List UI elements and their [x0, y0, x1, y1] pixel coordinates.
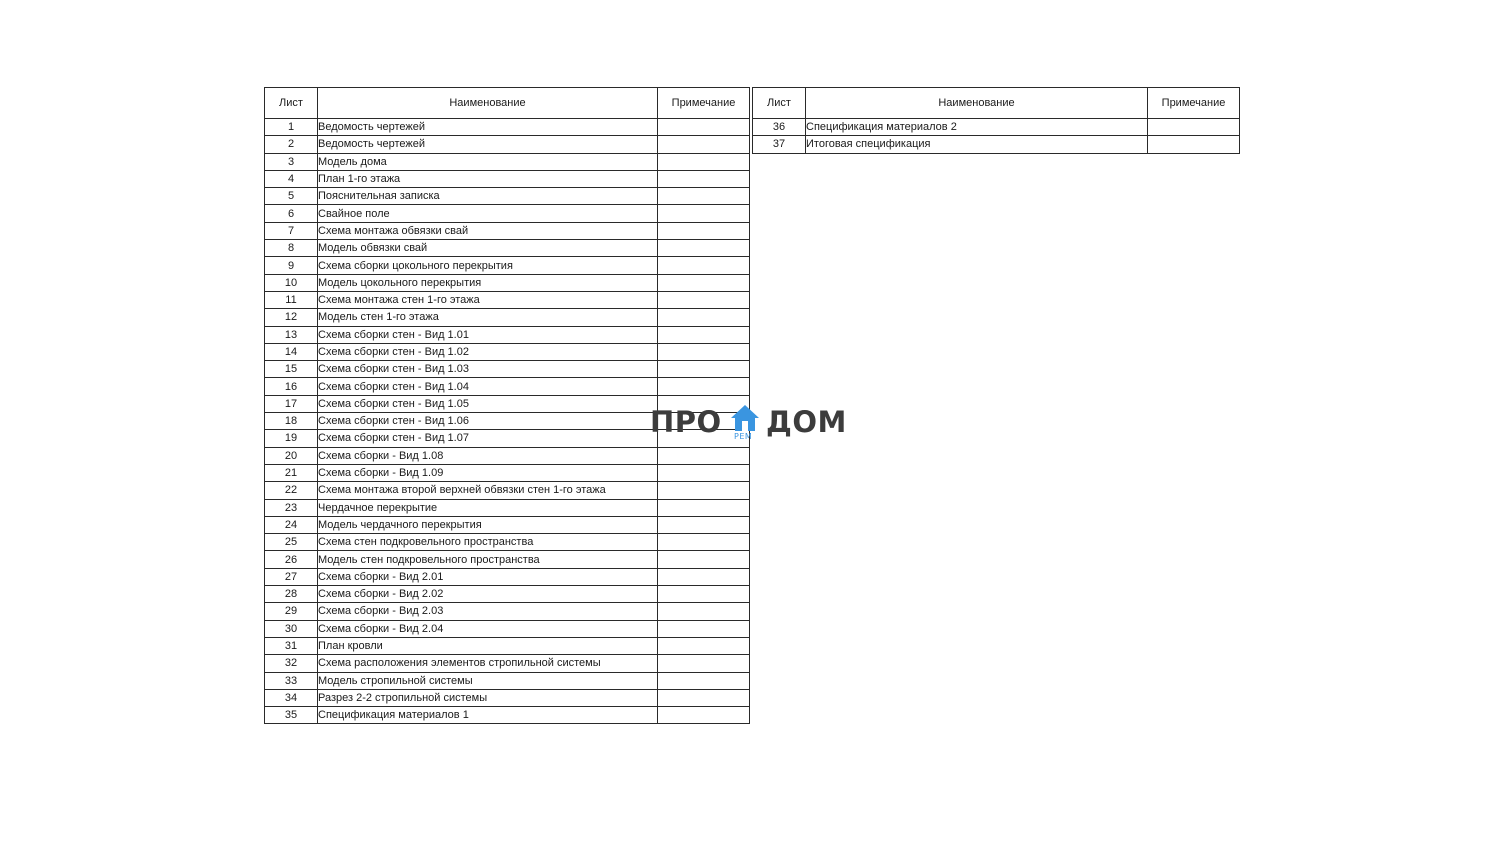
sheet-number: 25	[265, 534, 318, 551]
sheet-name: Схема сборки стен - Вид 1.05	[318, 395, 658, 412]
table-row	[265, 257, 750, 274]
sheet-note	[658, 568, 750, 585]
table-row	[753, 136, 1240, 153]
table-row	[265, 499, 750, 516]
sheet-name: Схема сборки - Вид 2.03	[318, 603, 658, 620]
sheet-note	[658, 551, 750, 568]
sheet-name: Схема сборки стен - Вид 1.04	[318, 378, 658, 395]
sheet-number: 33	[265, 672, 318, 689]
sheet-name: Модель стропильной системы	[318, 672, 658, 689]
sheet-name: Свайное поле	[318, 205, 658, 222]
table-row	[265, 655, 750, 672]
sheet-note	[1148, 136, 1240, 153]
sheet-name: Схема сборки стен - Вид 1.02	[318, 343, 658, 360]
sheet-note	[658, 153, 750, 170]
sheet-name: Модель чердачного перекрытия	[318, 516, 658, 533]
table-row	[265, 551, 750, 568]
column-header-note: Примечание	[1148, 88, 1240, 119]
sheet-number: 26	[265, 551, 318, 568]
table-row	[265, 240, 750, 257]
sheet-number: 31	[265, 637, 318, 654]
table-row	[265, 309, 750, 326]
sheet-note	[1148, 119, 1240, 136]
table-row	[265, 274, 750, 291]
sheet-name: Схема сборки - Вид 1.09	[318, 464, 658, 481]
sheet-number: 7	[265, 222, 318, 239]
table-row	[265, 222, 750, 239]
sheet-name: Спецификация материалов 2	[806, 119, 1148, 136]
sheet-name: Модель стен 1-го этажа	[318, 309, 658, 326]
watermark-text-right: ДОМ	[766, 405, 847, 439]
sheet-name: Схема сборки - Вид 2.02	[318, 586, 658, 603]
sheet-name: Схема монтажа обвязки свай	[318, 222, 658, 239]
table-row	[753, 119, 1240, 136]
house-icon	[730, 403, 760, 433]
sheet-note	[658, 326, 750, 343]
table-row	[265, 119, 750, 136]
sheet-name: Ведомость чертежей	[318, 136, 658, 153]
table-row	[265, 188, 750, 205]
table-body-right	[753, 119, 1240, 154]
sheet-name: План 1-го этажа	[318, 170, 658, 187]
sheet-number: 22	[265, 482, 318, 499]
table-row	[265, 170, 750, 187]
sheet-note	[658, 482, 750, 499]
table-row	[265, 343, 750, 360]
sheet-note	[658, 309, 750, 326]
sheet-note	[658, 620, 750, 637]
sheet-number: 19	[265, 430, 318, 447]
sheet-number: 12	[265, 309, 318, 326]
sheet-number: 34	[265, 689, 318, 706]
sheet-number: 6	[265, 205, 318, 222]
table-row	[265, 205, 750, 222]
watermark-logo	[650, 403, 850, 443]
table-row	[265, 516, 750, 533]
table-row	[265, 620, 750, 637]
sheet-number: 36	[753, 119, 806, 136]
column-header-sheet: Лист	[265, 88, 318, 119]
drawing-list-table-right	[752, 87, 1240, 154]
sheet-number: 17	[265, 395, 318, 412]
sheet-note	[658, 205, 750, 222]
sheet-name: Схема сборки - Вид 2.04	[318, 620, 658, 637]
sheet-name: Пояснительная записка	[318, 188, 658, 205]
sheet-note	[658, 464, 750, 481]
table-header-row	[265, 88, 750, 119]
sheet-note	[658, 655, 750, 672]
sheet-number: 28	[265, 586, 318, 603]
sheet-name: Спецификация материалов 1	[318, 707, 658, 724]
sheet-note	[658, 257, 750, 274]
table-row	[265, 603, 750, 620]
sheet-name: Схема сборки стен - Вид 1.07	[318, 430, 658, 447]
sheet-note	[658, 534, 750, 551]
sheet-name: Ведомость чертежей	[318, 119, 658, 136]
sheet-name: План кровли	[318, 637, 658, 654]
sheet-number: 15	[265, 361, 318, 378]
sheet-number: 4	[265, 170, 318, 187]
sheet-name: Схема сборки стен - Вид 1.03	[318, 361, 658, 378]
table-row	[265, 153, 750, 170]
sheet-name: Схема стен подкровельного пространства	[318, 534, 658, 551]
sheet-number: 24	[265, 516, 318, 533]
sheet-note	[658, 637, 750, 654]
table-row	[265, 482, 750, 499]
sheet-number: 13	[265, 326, 318, 343]
sheet-note	[658, 707, 750, 724]
sheet-note	[658, 499, 750, 516]
sheet-number: 10	[265, 274, 318, 291]
sheet-number: 8	[265, 240, 318, 257]
watermark-text-left: ПРО	[650, 405, 722, 439]
sheet-number: 29	[265, 603, 318, 620]
sheet-number: 35	[265, 707, 318, 724]
column-header-name: Наименование	[318, 88, 658, 119]
table-row	[265, 136, 750, 153]
sheet-name: Итоговая спецификация	[806, 136, 1148, 153]
sheet-note	[658, 240, 750, 257]
table-row	[265, 326, 750, 343]
sheet-number: 21	[265, 464, 318, 481]
sheet-note	[658, 188, 750, 205]
sheet-number: 16	[265, 378, 318, 395]
column-header-sheet: Лист	[753, 88, 806, 119]
sheet-note	[658, 343, 750, 360]
sheet-name: Модель цокольного перекрытия	[318, 274, 658, 291]
sheet-number: 9	[265, 257, 318, 274]
sheet-number: 23	[265, 499, 318, 516]
sheet-note	[658, 291, 750, 308]
table-header-row	[753, 88, 1240, 119]
sheet-note	[658, 378, 750, 395]
sheet-note	[658, 361, 750, 378]
table-row	[265, 707, 750, 724]
sheet-note	[658, 119, 750, 136]
sheet-note	[658, 603, 750, 620]
sheet-number: 2	[265, 136, 318, 153]
sheet-note	[658, 136, 750, 153]
table-row	[265, 672, 750, 689]
sheet-number: 3	[265, 153, 318, 170]
sheet-name: Разрез 2-2 стропильной системы	[318, 689, 658, 706]
sheet-name: Модель обвязки свай	[318, 240, 658, 257]
column-header-note: Примечание	[658, 88, 750, 119]
table-row	[265, 378, 750, 395]
sheet-name: Схема сборки - Вид 2.01	[318, 568, 658, 585]
sheet-number: 18	[265, 413, 318, 430]
sheet-name: Схема сборки - Вид 1.08	[318, 447, 658, 464]
sheet-note	[658, 516, 750, 533]
sheet-number: 30	[265, 620, 318, 637]
sheet-name: Чердачное перекрытие	[318, 499, 658, 516]
watermark-subtext: РЕМ	[734, 432, 753, 441]
sheet-name: Схема сборки цокольного перекрытия	[318, 257, 658, 274]
sheet-note	[658, 447, 750, 464]
sheet-note	[658, 586, 750, 603]
table-row	[265, 291, 750, 308]
column-header-name: Наименование	[806, 88, 1148, 119]
table-row	[265, 361, 750, 378]
sheet-number: 37	[753, 136, 806, 153]
sheet-name: Схема расположения элементов стропильной системы	[318, 655, 658, 672]
sheet-number: 14	[265, 343, 318, 360]
table-row	[265, 568, 750, 585]
sheet-note	[658, 672, 750, 689]
table-row	[265, 534, 750, 551]
sheet-number: 20	[265, 447, 318, 464]
sheet-name: Модель стен подкровельного пространства	[318, 551, 658, 568]
sheet-note	[658, 689, 750, 706]
sheet-name: Модель дома	[318, 153, 658, 170]
sheet-number: 32	[265, 655, 318, 672]
sheet-note	[658, 274, 750, 291]
sheet-note	[658, 170, 750, 187]
table-row	[265, 637, 750, 654]
table-row	[265, 586, 750, 603]
sheet-name: Схема монтажа второй верхней обвязки стен 1-го этажа	[318, 482, 658, 499]
sheet-number: 11	[265, 291, 318, 308]
page-cut-edge	[262, 757, 752, 769]
table-row	[265, 447, 750, 464]
sheet-number: 1	[265, 119, 318, 136]
sheet-name: Схема сборки стен - Вид 1.01	[318, 326, 658, 343]
sheet-name: Схема сборки стен - Вид 1.06	[318, 413, 658, 430]
sheet-note	[658, 222, 750, 239]
table-row	[265, 689, 750, 706]
table-row	[265, 464, 750, 481]
sheet-name: Схема монтажа стен 1-го этажа	[318, 291, 658, 308]
sheet-number: 27	[265, 568, 318, 585]
sheet-number: 5	[265, 188, 318, 205]
